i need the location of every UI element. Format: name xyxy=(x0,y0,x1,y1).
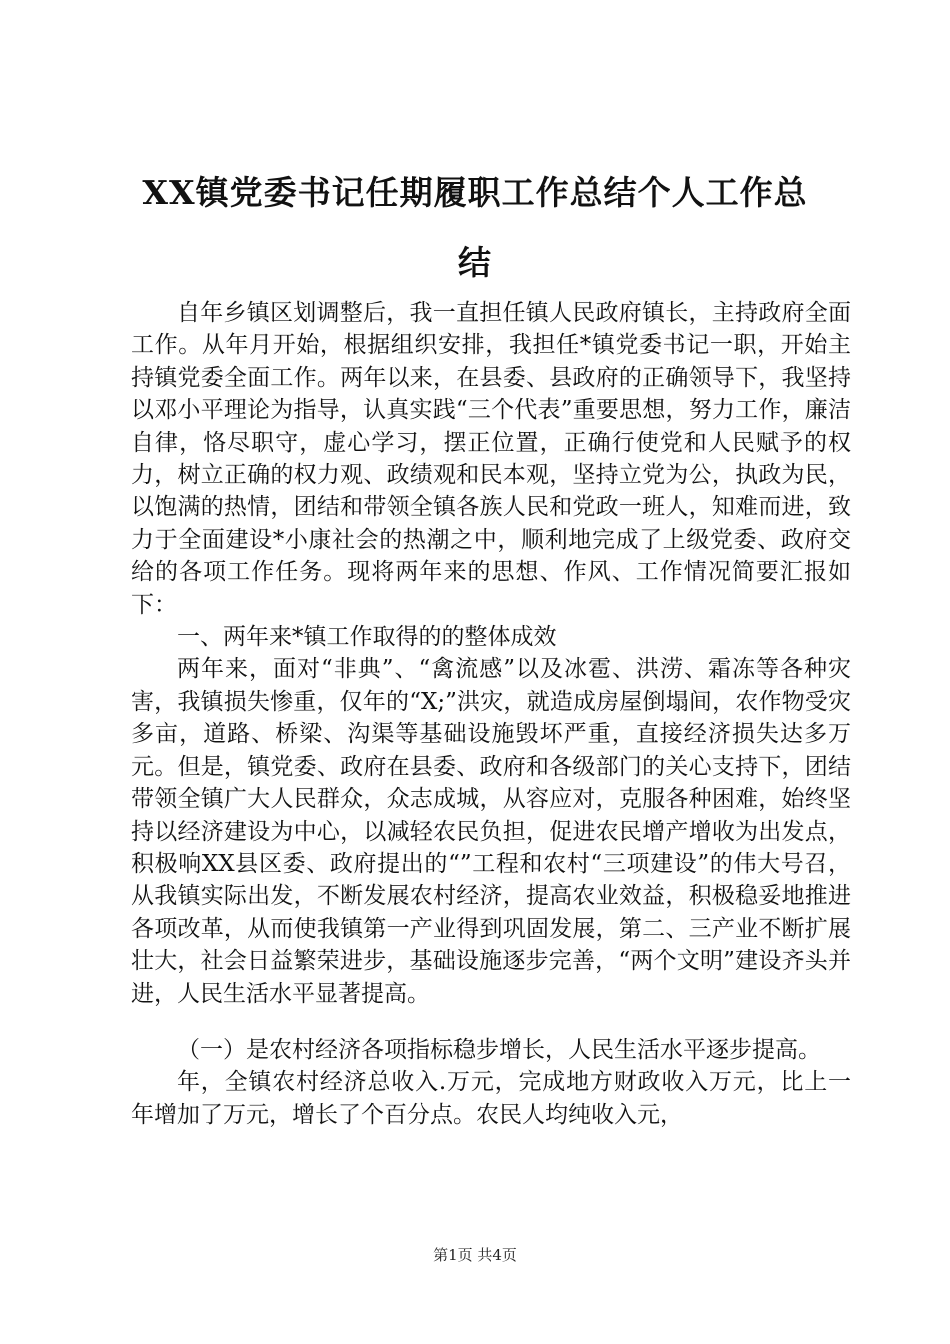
paragraph-intro: 自年乡镇区划调整后，我一直担任镇人民政府镇长，主持政府全面工作。从年月开始，根据组织安排，我担任*镇党委书记一职，开始主持镇党委全面工作。两年以来，在县委、县政府的正确领导下，我坚持以邓小平理论为指导，认真实践“三个代表”重要思想，努力工作，廉洁自律，恪尽职守，虚心学习，摆正位置，正确行使党和人民赋予的权力，树立正确的权力观、政绩观和民本观，坚持立党为公，执政为民，以饱满的热情，团结和带领全镇各族人民和党政一班人，知难而进，致力于全面建设*小康社会的热潮之中，顺利地完成了上级党委、政府交给的各项工作任务。现将两年来的思想、作风、工作情况简要汇报如下： xyxy=(131,300,851,618)
paragraph-economy: 年，全镇农村经济总收入.万元，完成地方财政收入万元，比上一年增加了万元，增长了个百分点。农民人均纯收入元， xyxy=(131,1069,851,1128)
document-title xyxy=(95,158,855,298)
title-line-2: 结 xyxy=(458,243,492,282)
document-body xyxy=(131,297,851,1131)
section-heading-1: 一、两年来*镇工作取得的的整体成效 xyxy=(177,624,557,651)
page-number-footer: 第1页 共4页 xyxy=(433,1246,517,1264)
title-line-1: XX镇党委书记任期履职工作总结个人工作总 xyxy=(142,173,808,212)
subsection-heading-1: （一）是农村经济各项指标稳步增长，人民生活水平逐步提高。 xyxy=(177,1036,821,1063)
paragraph-overview: 两年来，面对“非典”、“禽流感”以及冰雹、洪涝、霜冻等各种灾害，我镇损失惨重，仅年的“X;”洪灾，就造成房屋倒塌间，农作物受灾多亩，道路、桥梁、沟渠等基础设施毁坏严重，直接经济损失达多万元。但是，镇党委、政府在县委、政府和各级部门的关心支持下，团结带领全镇广大人民群众，众志成城，从容应对，克服各种困难，始终坚持以经济建设为中心，以减轻农民负担，促进农民增产增收为出发点，积极响XX县区委、政府提出的“”工程和农村“三项建设”的伟大号召，从我镇实际出发，不断发展农村经济，提高农业效益，积极稳妥地推进各项改革，从而使我镇第一产业得到巩固发展，第二、三产业不断扩展壮大，社会日益繁荣进步，基础设施逐步完善，“两个文明”建设齐头并进，人民生活水平显著提高。 xyxy=(131,656,851,1007)
